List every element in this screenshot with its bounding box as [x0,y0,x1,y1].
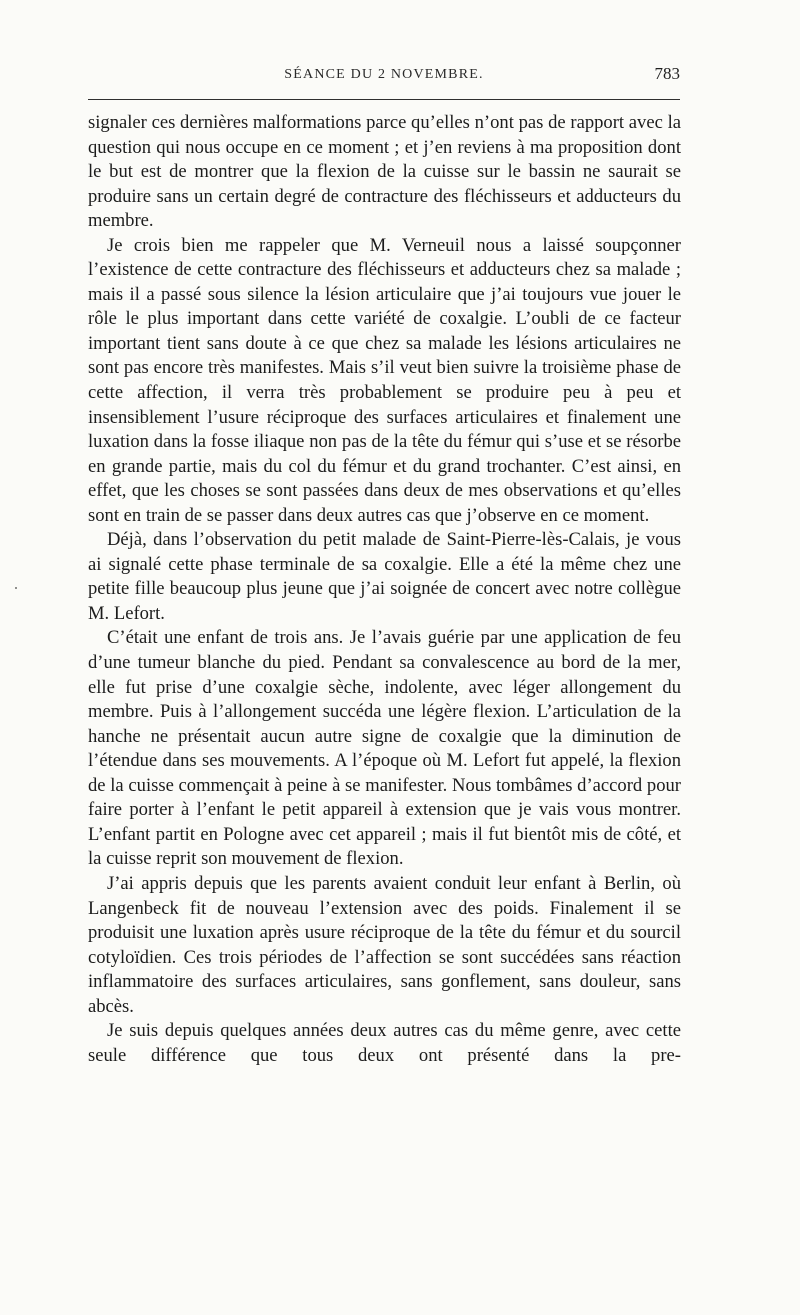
page-number: 783 [654,64,680,83]
paragraph-5: J’ai appris depuis que les parents avaient conduit leur enfant à Berlin, où Langenbeck fit de nouveau l’extension avec des poids. Finalement il se produisit une luxation après usure réciproque de la tête du fémur et du sourcil cotyloïdien. Ces trois périodes de l’affection se sont succédées sans réaction inflammatoire des surfaces articulaires, sans gonflement, sans douleur, sans abcès. [88,872,681,1017]
paragraph-1: signaler ces dernières malformations parce qu’elles n’ont pas de rapport avec la question qui nous occupe en ce moment ; et j’en reviens à ma proposition dont le but est de montrer que la flexion de la cuisse sur le bassin ne saurait se produire sans un certain degré de contracture des fléchisseurs et adducteurs du membre. [88,112,681,232]
paragraph-6: Je suis depuis quelques années deux autres cas du même genre, avec cette seule différence que tous deux ont présenté dans la pre- [88,1020,681,1066]
paragraph-2: Je crois bien me rappeler que M. Verneuil nous a laissé soupçonner l’existence de cette contracture des fléchisseurs et adducteurs chez sa malade ; mais il a passé sous silence la lésion articulaire que j’ai toujours vue jouer le rôle le plus important dans cette variété de coxalgie. L’oubli de ce facteur important tient sans doute à ce que chez sa malade les lésions articulaires ne sont pas encore très manifestes. Mais s’il veut bien suivre la troisième phase de cette affection, il verra très probablement se produire peu à peu et insensiblement l’usure réciproque des surfaces articulaires et finalement une luxation dans la fosse iliaque non pas de la tête du fémur qui s’use et se résorbe en grande partie, mais du col du fémur et du grand trochanter. C’est ainsi, en effet, que les choses se sont passées dans deux de mes observations et qu’elles sont en train de se passer dans deux autres cas que j’observe en ce moment. [88,234,681,526]
page-header [88,64,680,90]
page-body [88,111,681,1068]
paragraph-4: C’était une enfant de trois ans. Je l’avais guérie par une application de feu d’une tumeur blanche du pied. Pendant sa convalescence au bord de la mer, elle fut prise d’une coxalgie sèche, indolente, avec léger allongement du membre. Puis à l’allongement succéda une légère flexion. L’articulation de la hanche ne présentait aucun autre signe de coxalgie que la diminution de l’étendue dans ses mouvements. A l’époque où M. Lefort fut appelé, la flexion de la cuisse commençait à peine à se manifester. Nous tombâmes d’accord pour faire porter à l’enfant le petit appareil à extension que je vais vous montrer. L’enfant partit en Pologne avec cet appareil ; mais il fut bientôt mis de côté, et la cuisse reprit son mouvement de flexion. [88,627,681,870]
header-rule [88,99,680,100]
paragraph-3: Déjà, dans l’observation du petit malade de Saint-Pierre-lès-Calais, je vous ai signalé cette phase terminale de sa coxalgie. Elle a été la même chez une petite fille beaucoup plus jeune que j’ai soignée de concert avec notre collègue M. Lefort. [88,529,681,624]
margin-speck [15,587,17,589]
running-title: SÉANCE DU 2 NOVEMBRE. [284,67,484,82]
